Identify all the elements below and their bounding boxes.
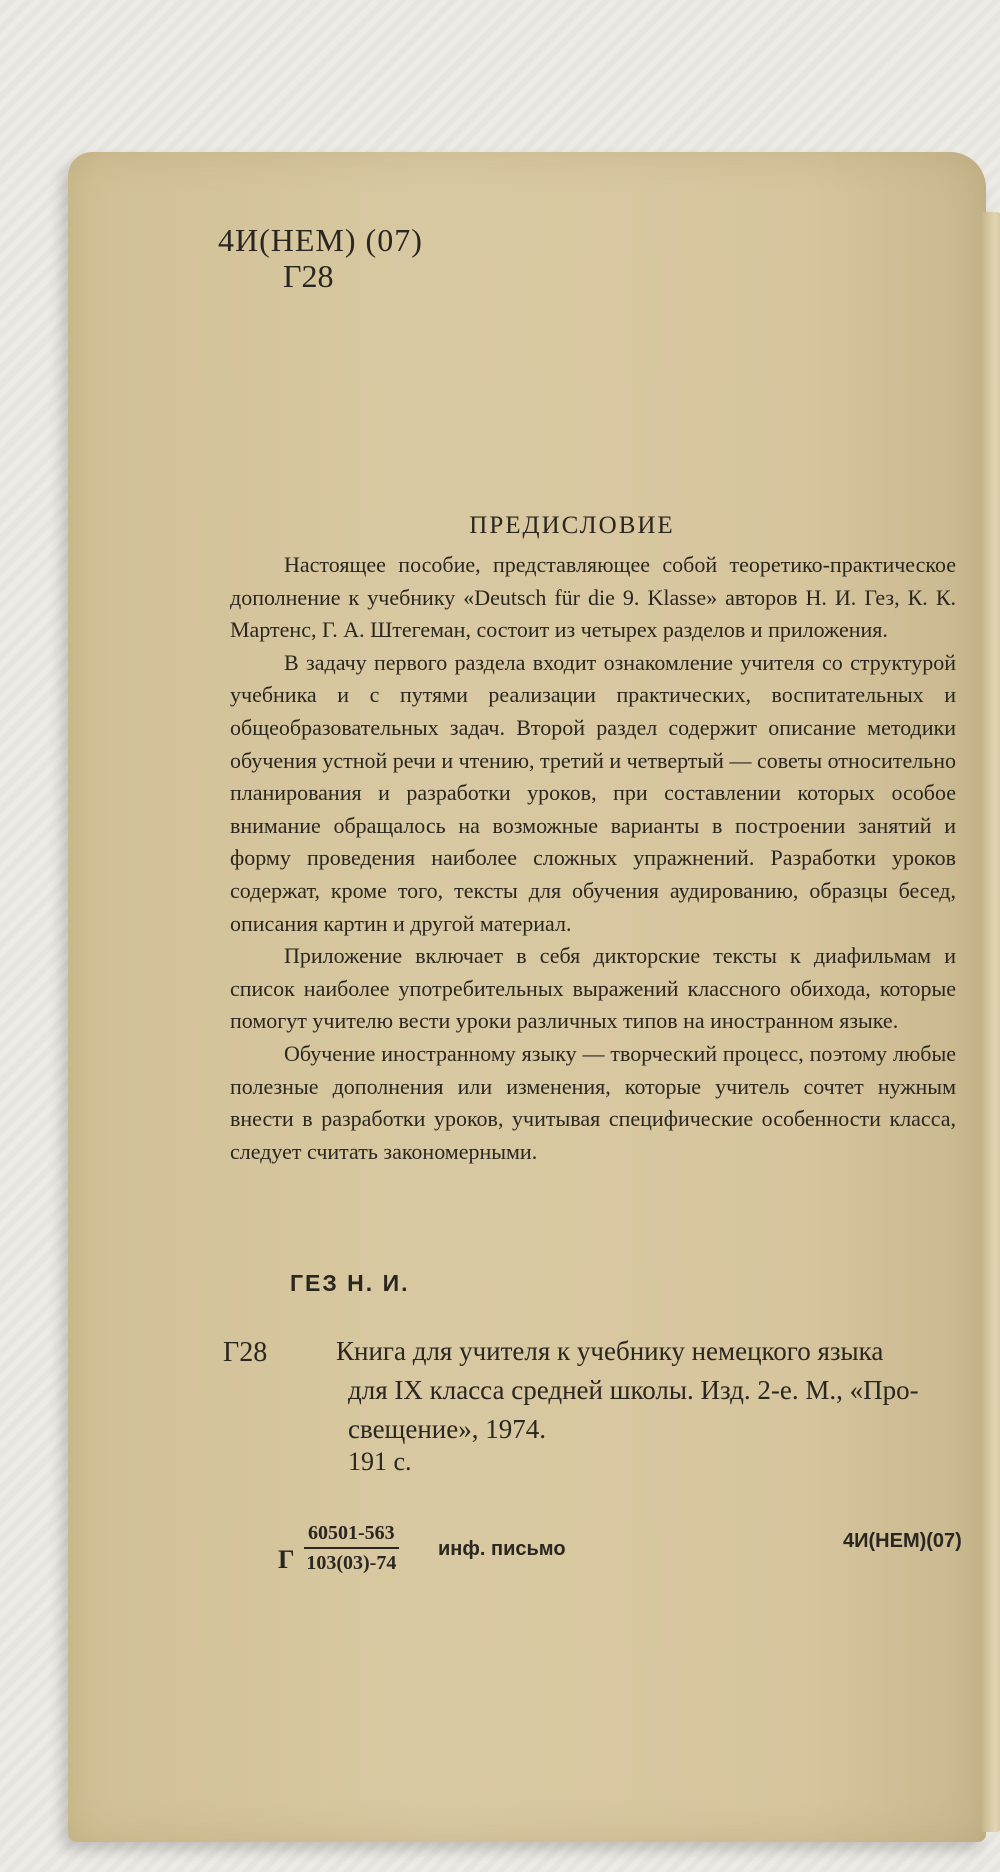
- preface-paragraph: Приложение включает в себя дикторские тексты к диафильмам и список наиболее употребительных выражений классного обихода, которые помогут учителю вести уроки различных типов на иностранном языке.: [230, 943, 956, 1034]
- index-prefix: Г: [278, 1545, 295, 1574]
- index-fraction: [304, 1522, 399, 1575]
- page-count: 191 с.: [348, 1447, 412, 1476]
- bibliography-line: для IX класса средней школы. Изд. 2-е. М., «Про-: [348, 1375, 919, 1405]
- bibliography-entry: [336, 1332, 936, 1449]
- index-numerator: 60501-563: [304, 1522, 399, 1549]
- preface-body: [230, 549, 956, 1168]
- bibliography-code: Г28: [223, 1337, 268, 1368]
- bibliography-line: Книга для учителя к учебнику немецкого языка: [336, 1336, 884, 1366]
- bibliography-line: свещение», 1974.: [348, 1414, 546, 1444]
- book-page: [68, 152, 986, 1842]
- preface-paragraph: Настоящее пособие, представляющее собой теоретико-практическое дополнение к учебнику «Deutsch für die 9. Klasse» авторов Н. И. Гез, К. К. Мартенс, Г. А. Штегеман, состоит из четырех разделов и приложения.: [230, 552, 956, 643]
- preface-title: ПРЕДИСЛОВИЕ: [469, 512, 675, 539]
- preface-paragraph: Обучение иностранному языку — творческий процесс, поэтому любые полезные дополнения или изменения, которые учитель сочтет нужным внести в разработки уроков, учитывая специфические особенности класса, следует считать закономерными.: [230, 1040, 956, 1164]
- classification-code: 4И(НЕМ) (07): [218, 222, 423, 258]
- index-denominator: 103(03)-74: [306, 1552, 397, 1574]
- footer-classification: 4И(НЕМ)(07): [843, 1530, 962, 1552]
- catalog-code: Г28: [283, 258, 334, 294]
- page-edge: [982, 212, 1000, 1832]
- letter-info: инф. письмо: [438, 1538, 566, 1560]
- preface-paragraph: В задачу первого раздела входит ознакомление учителя со структурой учебника и с путями реализации практических, воспитательных и общеобразовательных задач. Второй раздел содержит описание методики обучения устной речи и чтению, третий и четвертый — советы относительно планирования и разработки уроков, при составлении которых особое внимание обращалось на возможные варианты в построении занятий и форму проведения наиболее сложных упражнений. Разработки уроков содержат, кроме того, тексты для обучения аудированию, образцы бесед, описания картин и другой материал.: [230, 649, 956, 936]
- author-name: ГЕЗ Н. И.: [290, 1270, 410, 1296]
